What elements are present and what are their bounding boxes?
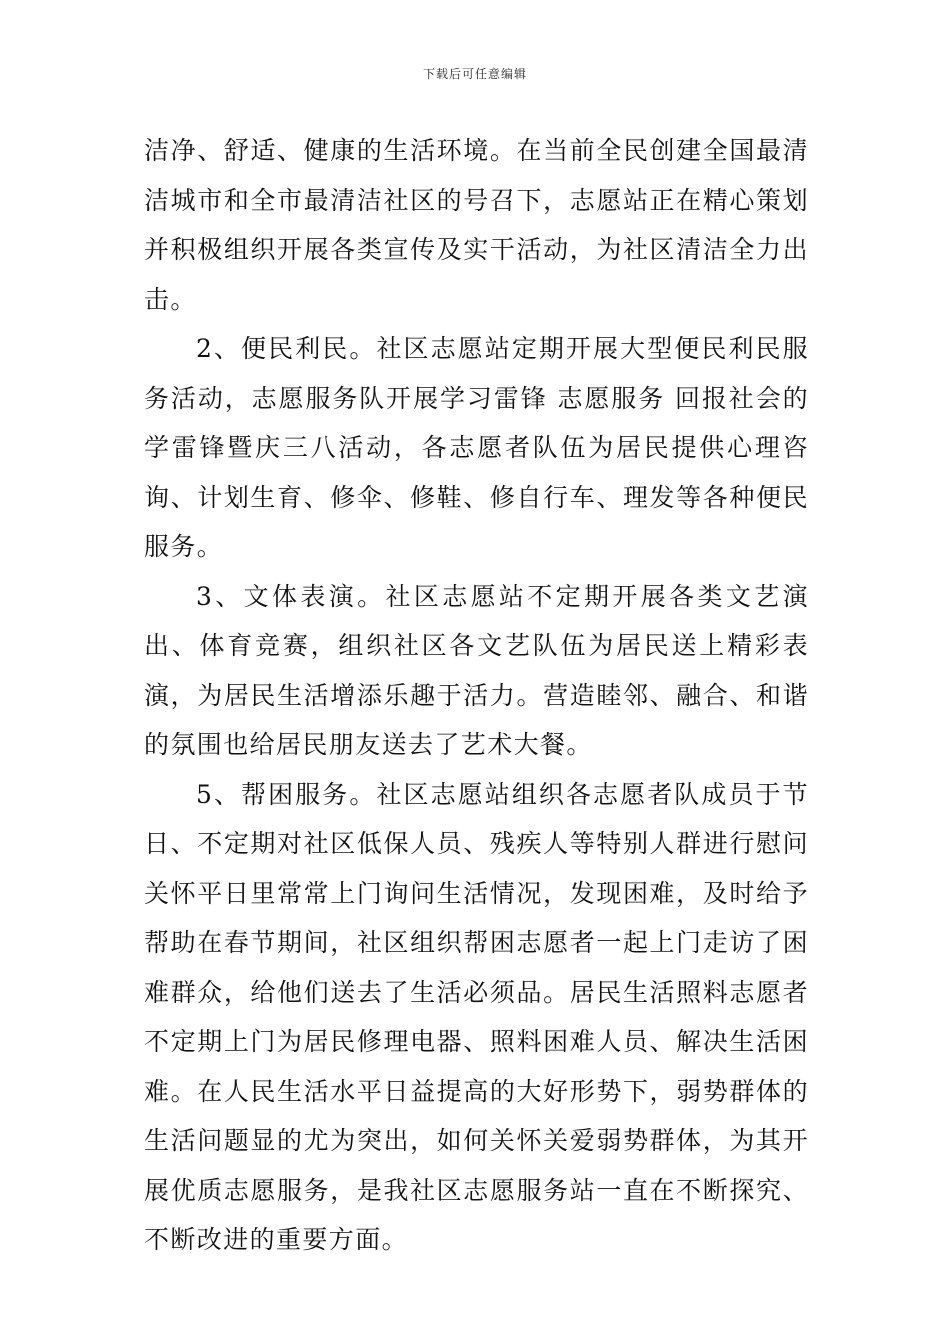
document-body xyxy=(144,126,809,1265)
paragraph-cleaning-continued: 洁净、舒适、健康的生活环境。在当前全民创建全国最清洁城市和全市最清洁社区的号召下，志愿站正在精心策划并积极组织开展各类宣传及实干活动，为社区清洁全力出击。 xyxy=(144,136,809,314)
page-header: 下载后可任意编辑 xyxy=(422,67,527,81)
paragraph-convenience-service: 2、便民利民。社区志愿站定期开展大型便民利民服务活动，志愿服务队开展学习雷锋 志愿服务 回报社会的学雷锋暨庆三八活动，各志愿者队伍为居民提供心理咨询、计划生育、修伞、修鞋、修自行车、理发等各种便民服务。 xyxy=(144,334,809,561)
paragraph-cultural-performance: 3、文体表演。社区志愿站不定期开展各类文艺演出、体育竞赛，组织社区各文艺队伍为居民送上精彩表演，为居民生活增添乐趣于活力。营造睦邻、融合、和谐的氛围也给居民朋友送去了艺术大餐。 xyxy=(144,581,809,759)
paragraph-assistance-service: 5、帮困服务。社区志愿站组织各志愿者队成员于节日、不定期对社区低保人员、残疾人等特别人群进行慰问关怀平日里常常上门询问生活情况，发现困难，及时给予帮助在春节期间，社区组织帮困志愿者一起上门走访了困难群众，给他们送去了生活必须品。居民生活照料志愿者不定期上门为居民修理电器、照料困难人员、解决生活困难。在人民生活水平日益提高的大好形势下，弱势群体的生活问题显的尤为突出，如何关怀关爱弱势群体，为其开展优质志愿服务，是我社区志愿服务站一直在不断探究、不断改进的重要方面。 xyxy=(144,779,809,1254)
